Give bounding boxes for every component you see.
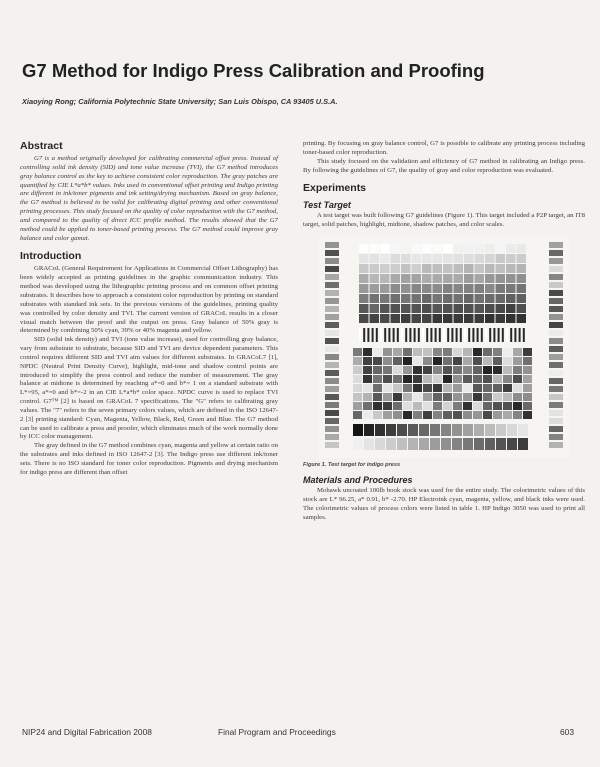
materials-text: Mohawk uncoated 100lb book stock was used for the entire study. The colorimetric values of this stock are L* 96.25, a* 0.91, b* -2.70. HP Electroink cyan, magenta, yellow, and black inks were used. The colorimetric values of process colors were listed in table 1. HP Indigo 3050 was used to print all samples.: [303, 487, 585, 521]
left-column: [20, 140, 278, 478]
abstract-text: G7 is a method originally developed for calibrating commercial offset press. Instead of controlling solid ink density (SID) and tone value increase (TVI), the G7 method introduces gray balance control as the key to achieve consistent color reproduction. The gray patches are quantified by CIE L*a*b* values. Inks used in conventional offset printing and Indigo printing are different in ink/toner pigments and ink setting/drying mechanism. Based on gray balance, the G7 method is believed to be valid for calibrating digital printing and other conventional printing processes. This study focused on the quality of color reproduction with the G7 method, and compared to the quality of direct ICC profile method. The results showed that the G7 method could be applied to toner-based printing process. The G7 method could improve gray balance and color gamut.: [20, 155, 278, 242]
abstract-heading: Abstract: [20, 140, 63, 152]
test-target-text: A test target was built following G7 guidelines (Figure 1). This target included a P2P target, an IT8 target, solid patches, highlight, midtone, shadow patches, and color scales.: [303, 212, 585, 229]
experiments-heading: Experiments: [303, 182, 367, 195]
page-number: 603: [560, 727, 574, 737]
materials-heading: Materials and Procedures: [303, 475, 413, 486]
intro-paragraph: The gray defined in the G7 method combines cyan, magenta and yellow at certain ratio on the substrates and inks defined in ISO 12647-2 [3]. The Indigo press use different ink/toner sets. There is no ISO standard for toner color reproduction. Pigments and drying mechanism for indigo press are different than offset: [20, 442, 278, 476]
right-column: [303, 140, 585, 522]
intro-paragraph: GRACoL (General Requirement for Applications in Commercial Offset Lithography) has been widely accepted as printing guidelines in the graphic communication industry. This method was developed using the lithographic printing process and on common offset printing substrates. It describes how to approach a consistent color reproduction by printing on standard substrates with standard ink sets. In the previous versions of the guidelines, printing quality was controlled by color density and TVI. The current version of GRACoL results in a closer visual match between the proof and the output on press. Gray balance of 50% gray is determined by combining 50% cyan, 39% or 40% magenta and yellow.: [20, 265, 278, 335]
intro-continued-paragraph: This study focused on the validation and efficiency of G7 method in calibrating an Indigo press. By following the guidelines of G7, the quality of gray and color reproduction was evaluated.: [303, 157, 585, 174]
author-line: Xiaoying Rong; California Polytechnic State University; San Luis Obispo, CA 93405 U.S.A.: [22, 97, 338, 106]
test-target-figure: [319, 236, 569, 458]
figure-caption: Figure 1. Test target for indigo press: [303, 462, 401, 469]
test-target-heading: Test Target: [303, 200, 351, 211]
footer-conference: NIP24 and Digital Fabrication 2008: [22, 727, 152, 737]
intro-paragraph: SID (solid ink density) and TVI (tone value increase), used for controlling gray balance, vary from substrate to substrate, because SID and TVI are device dependent parameters. This control requires different SID and TVI aim values for different substrates. In GRACoL7 [1], NPDC (Neutral Print Density Curve), highlight, mid-tone and shadow control points are introduced to simplify the press control and reduce the number of measurement. The gray balance at midtone is determined by reaching a*=0 and b*= 1 on a standard substrate with L*=95, a*=0 and b*=-2 in an CIE L*a*b* color space. NPDC curve is used to replace TVI control. G7™ [2] is based on GRACoL 7 specifications. The "G" refers to calibrating gray values. The "7" refers to the seven primary colors values, which are defined in the ISO 12647-2 [3] printing standard: Cyan, Magenta, Yellow, Black, Red, Green and Blue. The G7 method can be used to calibrate a press and proofer, which eliminates much of the work normally done by ICC color management.: [20, 336, 278, 441]
paper-title: G7 Method for Indigo Press Calibration and Proofing: [22, 60, 485, 81]
footer-proceedings: Final Program and Proceedings: [218, 727, 336, 737]
intro-continued-paragraph: printing. By focusing on gray balance control, G7 is possible to calibrate any printing process including toner-based color reproduction.: [303, 140, 585, 156]
introduction-heading: Introduction: [20, 250, 82, 263]
